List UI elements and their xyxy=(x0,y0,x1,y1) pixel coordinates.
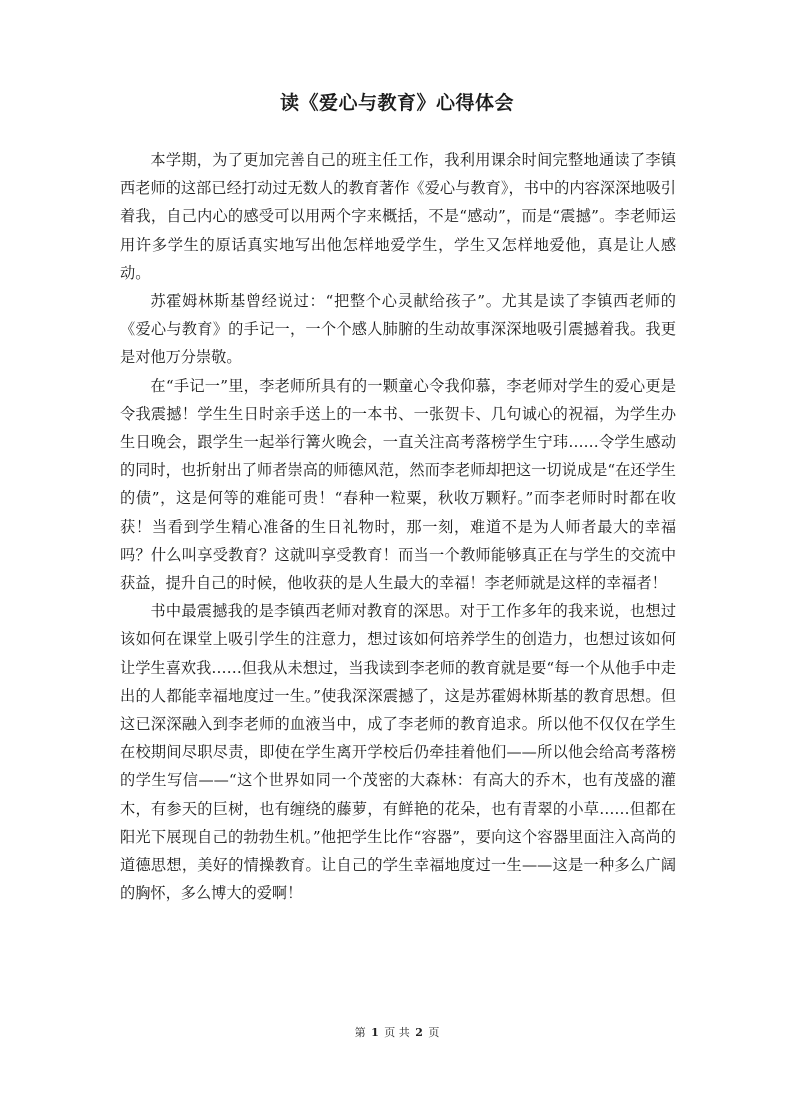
footer-label-page: 第 xyxy=(354,1026,366,1039)
footer-total-pages: 2 xyxy=(415,1026,423,1039)
paragraph-3: 在“手记一”里，李老师所具有的一颗童心令我仰慕，李老师对学生的爱心更是令我震撼！学生生日时亲手送上的一本书、一张贺卡、几句诚心的祝福，为学生办生日晚会，跟学生一起举行篝火晚会，一直关注高考落榜学生宁玮……令学生感动的同时，也折射出了师者崇高的师德风范，然而李老师却把这一切说成是“在还学生的债”，这是何等的难能可贵！“春种一粒粟，秋收万颗籽。”而李老师时时都在收获！当看到学生精心准备的生日礼物时，那一刻，难道不是为人师者最大的幸福吗？什么叫享受教育？这就叫享受教育！而当一个教师能够真正在与学生的交流中获益，提升自己的时候，他收获的是人生最大的幸福！李老师就是这样的幸福者！ xyxy=(120,376,676,593)
paragraph-2: 苏霍姆林斯基曾经说过：“把整个心灵献给孩子”。尤其是读了李镇西老师的《爱心与教育》的手记一，一个个感人肺腑的生动故事深深地吸引震撼着我。我更是对他万分崇敬。 xyxy=(120,292,676,367)
page-footer xyxy=(0,1024,794,1040)
paragraph-1: 本学期，为了更加完善自己的班主任工作，我利用课余时间完整地通读了李镇西老师的这部已经打动过无数人的教育著作《爱心与教育》，书中的内容深深地吸引着我，自己内心的感受可以用两个字来概括，不是“感动”，而是“震撼”。李老师运用许多学生的原话真实地写出他怎样地爱学生，学生又怎样地爱他，真是让人感动。 xyxy=(120,151,676,282)
footer-label-total: 共 xyxy=(398,1026,410,1039)
footer-label-ye: 页 xyxy=(384,1026,396,1039)
footer-current-page: 1 xyxy=(371,1026,379,1039)
document-body xyxy=(120,146,676,907)
paragraph-4: 书中最震撼我的是李镇西老师对教育的深思。对于工作多年的我来说，也想过该如何在课堂上吸引学生的注意力，想过该如何培养学生的创造力，也想过该如何让学生喜欢我……但我从未想过，当我读到李老师的教育就是要“每一个从他手中走出的人都能幸福地度过一生。”使我深深震撼了，这是苏霍姆林斯基的教育思想。但这已深深融入到李老师的血液当中，成了李老师的教育追求。所以他不仅仅在学生在校期间尽职尽责，即使在学生离开学校后仍牵挂着他们——所以他会给高考落榜的学生写信——“这个世界如同一个茂密的大森林：有高大的乔木，也有茂盛的灌木，有参天的巨树，也有缠绕的藤萝，有鲜艳的花朵，也有青翠的小草……但都在阳光下展现自己的勃勃生机。”他把学生比作“容器”，要向这个容器里面注入高尚的道德思想，美好的情操教育。让自己的学生幸福地度过一生——这是一种多么广阔的胸怀，多么博大的爱啊！ xyxy=(120,602,676,903)
footer-label-ye-end: 页 xyxy=(428,1026,440,1039)
document-title: 读《爱心与教育》心得体会 xyxy=(279,92,514,114)
